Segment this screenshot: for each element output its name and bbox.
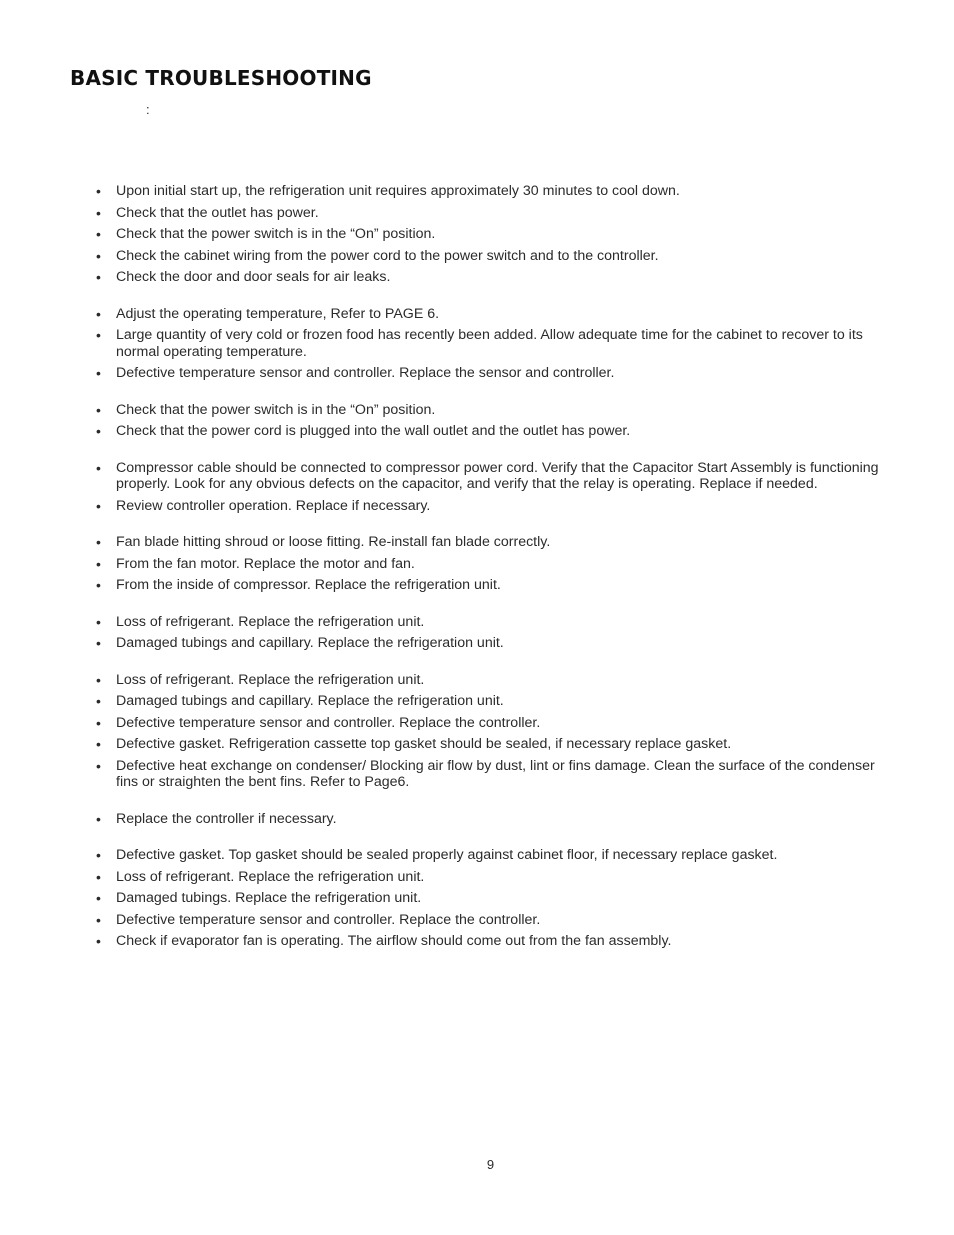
- page-title: BASIC TROUBLESHOOTING: [70, 66, 372, 90]
- bullet-item: [96, 365, 896, 382]
- bullet-icon: •: [96, 401, 101, 418]
- troubleshooting-section: [96, 847, 896, 950]
- bullet-icon: •: [96, 671, 101, 688]
- troubleshooting-section: [96, 306, 896, 382]
- bullet-item-text: Replace the controller if necessary.: [116, 810, 337, 827]
- troubleshooting-section: [96, 811, 896, 828]
- bullet-icon: •: [96, 911, 101, 928]
- troubleshooting-section: [96, 183, 896, 286]
- bullet-icon: •: [96, 247, 101, 264]
- bullet-item: [96, 736, 896, 753]
- bullet-item-text: Check that the power switch is in the “On” position.: [116, 401, 436, 418]
- bullet-item-text: Damaged tubings and capillary. Replace the refrigeration unit.: [116, 693, 504, 709]
- bullet-item: [96, 423, 896, 440]
- bullet-icon: •: [96, 365, 101, 381]
- bullet-icon: •: [96, 868, 101, 885]
- bullet-item-text: Defective gasket. Refrigeration cassette top gasket should be sealed, if necessary replace gasket.: [116, 736, 732, 752]
- bullet-icon: •: [96, 635, 101, 651]
- bullet-item: [96, 226, 896, 243]
- bullet-icon: •: [96, 736, 101, 752]
- bullet-icon: •: [96, 714, 101, 731]
- bullet-item: [96, 327, 896, 360]
- bullet-icon: •: [96, 555, 101, 572]
- bullet-icon: •: [96, 183, 101, 199]
- bullet-item: [96, 811, 896, 828]
- bullet-item-text: Check the door and door seals for air leaks.: [116, 269, 391, 285]
- bullet-item: [96, 869, 896, 886]
- bullet-item: [96, 556, 896, 573]
- bullet-icon: •: [96, 459, 101, 476]
- bullet-item-text: Loss of refrigerant. Replace the refrigeration unit.: [116, 613, 425, 630]
- bullet-icon: •: [96, 534, 101, 550]
- bullet-item: [96, 890, 896, 907]
- bullet-item-text: Loss of refrigerant. Replace the refrigeration unit.: [116, 671, 425, 688]
- bullet-item-text: Damaged tubings. Replace the refrigeration unit.: [116, 890, 422, 906]
- bullet-item-text: Defective gasket. Top gasket should be sealed properly against cabinet floor, if necessary replace gasket.: [116, 847, 778, 863]
- bullet-item-text: Defective temperature sensor and controller. Replace the controller.: [116, 714, 541, 731]
- bullet-icon: •: [96, 497, 101, 514]
- bullet-item-text: Adjust the operating temperature, Refer to PAGE 6.: [116, 305, 440, 322]
- bullet-item: [96, 534, 896, 551]
- bullet-icon: •: [96, 933, 101, 949]
- bullet-item-text: Loss of refrigerant. Replace the refrigeration unit.: [116, 868, 425, 885]
- bullet-icon: •: [96, 269, 101, 285]
- bullet-item-text: Defective temperature sensor and controller. Replace the controller.: [116, 911, 541, 928]
- bullet-item: [96, 205, 896, 222]
- bullet-icon: •: [96, 693, 101, 709]
- bullet-icon: •: [96, 890, 101, 906]
- bullet-item-text: Check that the outlet has power.: [116, 204, 319, 221]
- troubleshooting-section: [96, 672, 896, 791]
- bullet-item-text: From the inside of compressor. Replace the refrigeration unit.: [116, 577, 501, 593]
- bullet-item: [96, 306, 896, 323]
- bullet-item: [96, 614, 896, 631]
- bullet-item-text: Defective heat exchange on condenser/ Blocking air flow by dust, lint or fins damage. Clean the surface of the condenser fins or straighten the bent fins. Refer to Page6.: [116, 757, 875, 790]
- bullet-item: [96, 847, 896, 864]
- bullet-item-text: Check if evaporator fan is operating. The airflow should come out from the fan assembly.: [116, 933, 672, 949]
- bullet-item-text: Defective temperature sensor and controller. Replace the sensor and controller.: [116, 365, 615, 381]
- bullet-item: [96, 933, 896, 950]
- bullet-item: [96, 498, 896, 515]
- bullet-item: [96, 715, 896, 732]
- bullet-item: [96, 460, 896, 493]
- bullet-item-text: Compressor cable should be connected to compressor power cord. Verify that the Capacitor Start Assembly is functioning properly. Look for any obvious defects on the capacitor, and verify that the relay is operating. Replace if needed.: [116, 459, 879, 492]
- bullet-item-text: Check the cabinet wiring from the power cord to the power switch and to the controller.: [116, 247, 659, 264]
- page-number: 9: [486, 1157, 495, 1172]
- bullet-item-text: Large quantity of very cold or frozen food has recently been added. Allow adequate time for the cabinet to recover to its normal operating temperature.: [116, 327, 863, 360]
- bullet-item: [96, 269, 896, 286]
- bullet-item-text: Check that the power switch is in the “On” position.: [116, 226, 436, 242]
- bullet-item: [96, 693, 896, 710]
- bullet-item: [96, 402, 896, 419]
- bullet-icon: •: [96, 327, 101, 343]
- bullet-item: [96, 912, 896, 929]
- bullet-item-text: Upon initial start up, the refrigeration unit requires approximately 30 minutes to cool down.: [116, 183, 680, 199]
- bullet-item-text: From the fan motor. Replace the motor and fan.: [116, 555, 415, 572]
- bullet-icon: •: [96, 810, 101, 827]
- troubleshooting-section: [96, 460, 896, 515]
- bullet-item-text: Damaged tubings and capillary. Replace the refrigeration unit.: [116, 635, 504, 651]
- bullet-icon: •: [96, 577, 101, 593]
- troubleshooting-section: [96, 534, 896, 594]
- bullet-icon: •: [96, 226, 101, 242]
- bullet-item: [96, 758, 896, 791]
- bullet-icon: •: [96, 613, 101, 630]
- bullet-item: [96, 635, 896, 652]
- troubleshooting-section: [96, 402, 896, 440]
- bullet-item: [96, 672, 896, 689]
- bullet-icon: •: [96, 305, 101, 322]
- troubleshooting-sections: [96, 183, 896, 970]
- bullet-icon: •: [96, 423, 101, 439]
- troubleshooting-section: [96, 614, 896, 652]
- bullet-item-text: Fan blade hitting shroud or loose fitting. Re-install fan blade correctly.: [116, 534, 551, 550]
- bullet-icon: •: [96, 204, 101, 221]
- bullet-icon: •: [96, 757, 101, 774]
- bullet-item: [96, 577, 896, 594]
- bullet-item-text: Check that the power cord is plugged into the wall outlet and the outlet has power.: [116, 423, 631, 439]
- colon-mark: :: [146, 102, 150, 117]
- bullet-item-text: Review controller operation. Replace if necessary.: [116, 497, 431, 514]
- bullet-icon: •: [96, 847, 101, 863]
- bullet-item: [96, 183, 896, 200]
- bullet-item: [96, 248, 896, 265]
